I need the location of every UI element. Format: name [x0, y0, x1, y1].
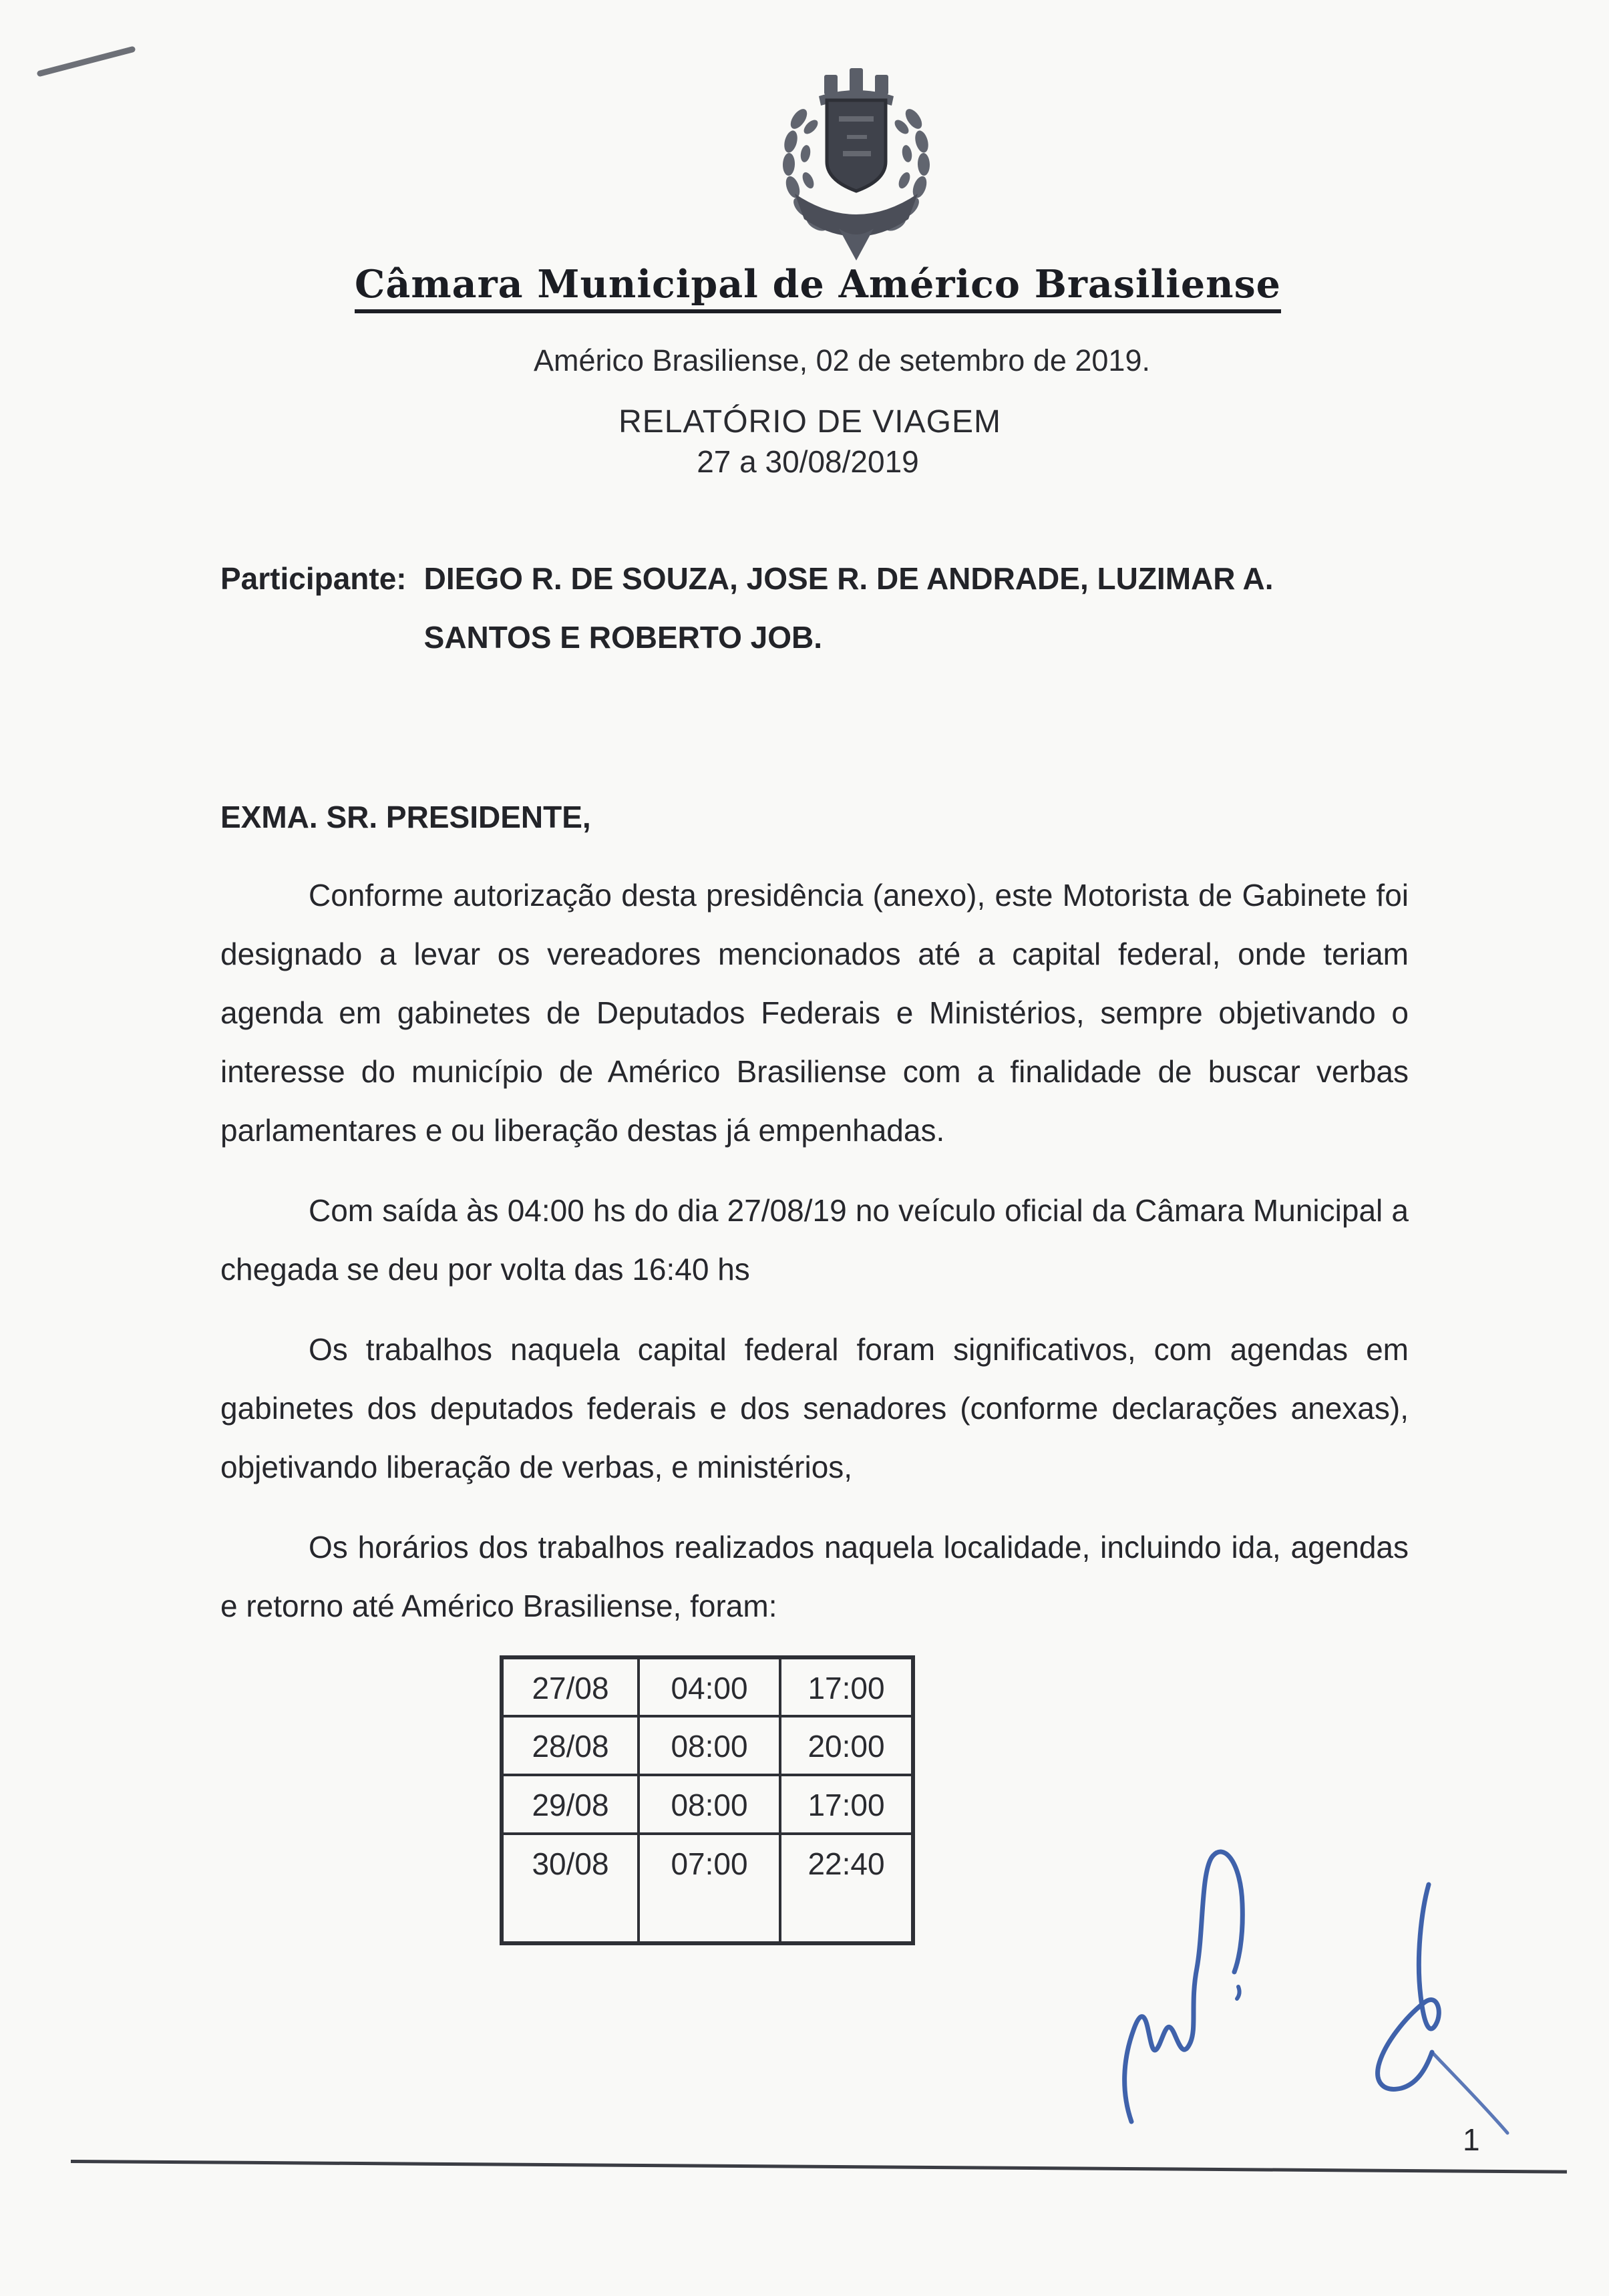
table-row [502, 1657, 913, 1716]
date-cell: 30/08 [502, 1834, 639, 1943]
page-number: 1 [1463, 2122, 1480, 2157]
body-paragraph-4: Os horários dos trabalhos realizados naquela localidade, incluindo ida, agendas e retorno até Américo Brasiliense, foram: [220, 1530, 1409, 1623]
body-paragraph-2: Com saída às 04:00 hs do dia 27/08/19 no veículo oficial da Câmara Municipal a chegada se deu por volta das 16:40 hs [220, 1193, 1409, 1287]
signature-left-tick [1237, 1987, 1240, 1999]
participants-names-line2: SANTOS E ROBERTO JOB. [423, 620, 823, 655]
departure-time-cell: 08:00 [639, 1775, 780, 1834]
departure-time-cell: 08:00 [639, 1716, 780, 1775]
signature-right-icon [1378, 1884, 1439, 2089]
salutation: EXMA. SR. PRESIDENTE, [220, 800, 591, 834]
arrival-time-cell: 17:00 [780, 1657, 913, 1716]
coat-of-arms-icon [760, 60, 952, 266]
body-paragraph-1: Conforme autorização desta presidência (anexo), este Motorista de Gabinete foi designado a levar os vereadores mencionados até a capital federal, onde teriam agenda em gabinetes de Deputados Federais e Ministérios, sempre objetivando o interesse do município de Américo Brasiliense com a finalidade de buscar verbas parlamentares e ou liberação destas já empenhadas. [220, 878, 1409, 1148]
table-row [502, 1716, 913, 1775]
participants-names-line1: DIEGO R. DE SOUZA, JOSE R. DE ANDRADE, LUZIMAR A. [423, 561, 1274, 596]
travel-period: 27 a 30/08/2019 [697, 444, 919, 479]
document-title: RELATÓRIO DE VIAGEM [618, 404, 1001, 440]
table-row [502, 1775, 913, 1834]
footer-rule [71, 2160, 1567, 2174]
arrival-time-cell: 17:00 [780, 1775, 913, 1834]
body-paragraph-3: Os trabalhos naquela capital federal foram significativos, com agendas em gabinetes dos deputados federais e dos senadores (conforme declarações anexas), objetivando liberação de verbas, e ministérios, [220, 1332, 1409, 1484]
participants-block [220, 549, 1423, 667]
date-cell: 27/08 [502, 1657, 639, 1716]
departure-time-cell: 04:00 [639, 1657, 780, 1716]
place-date-line: Américo Brasiliense, 02 de setembro de 2019. [533, 343, 1150, 377]
signatures-area [1082, 1824, 1550, 2144]
date-cell: 28/08 [502, 1716, 639, 1775]
date-cell: 29/08 [502, 1775, 639, 1834]
signature-right-tail [1432, 2052, 1507, 2133]
participants-names [424, 549, 1274, 667]
schedule-table-wrapper [500, 1655, 915, 1945]
table-row [502, 1834, 913, 1943]
letter-body [220, 866, 1409, 1657]
arrival-time-cell: 20:00 [780, 1716, 913, 1775]
pen-scratch-mark-icon [35, 39, 142, 86]
organization-name: Câmara Municipal de Américo Brasiliense [0, 262, 1609, 313]
schedule-table [500, 1655, 915, 1945]
departure-time-cell: 07:00 [639, 1834, 780, 1943]
participants-label: Participante: [220, 561, 407, 596]
arrival-time-cell: 22:40 [780, 1834, 913, 1943]
signature-left-icon [1125, 1852, 1243, 2122]
